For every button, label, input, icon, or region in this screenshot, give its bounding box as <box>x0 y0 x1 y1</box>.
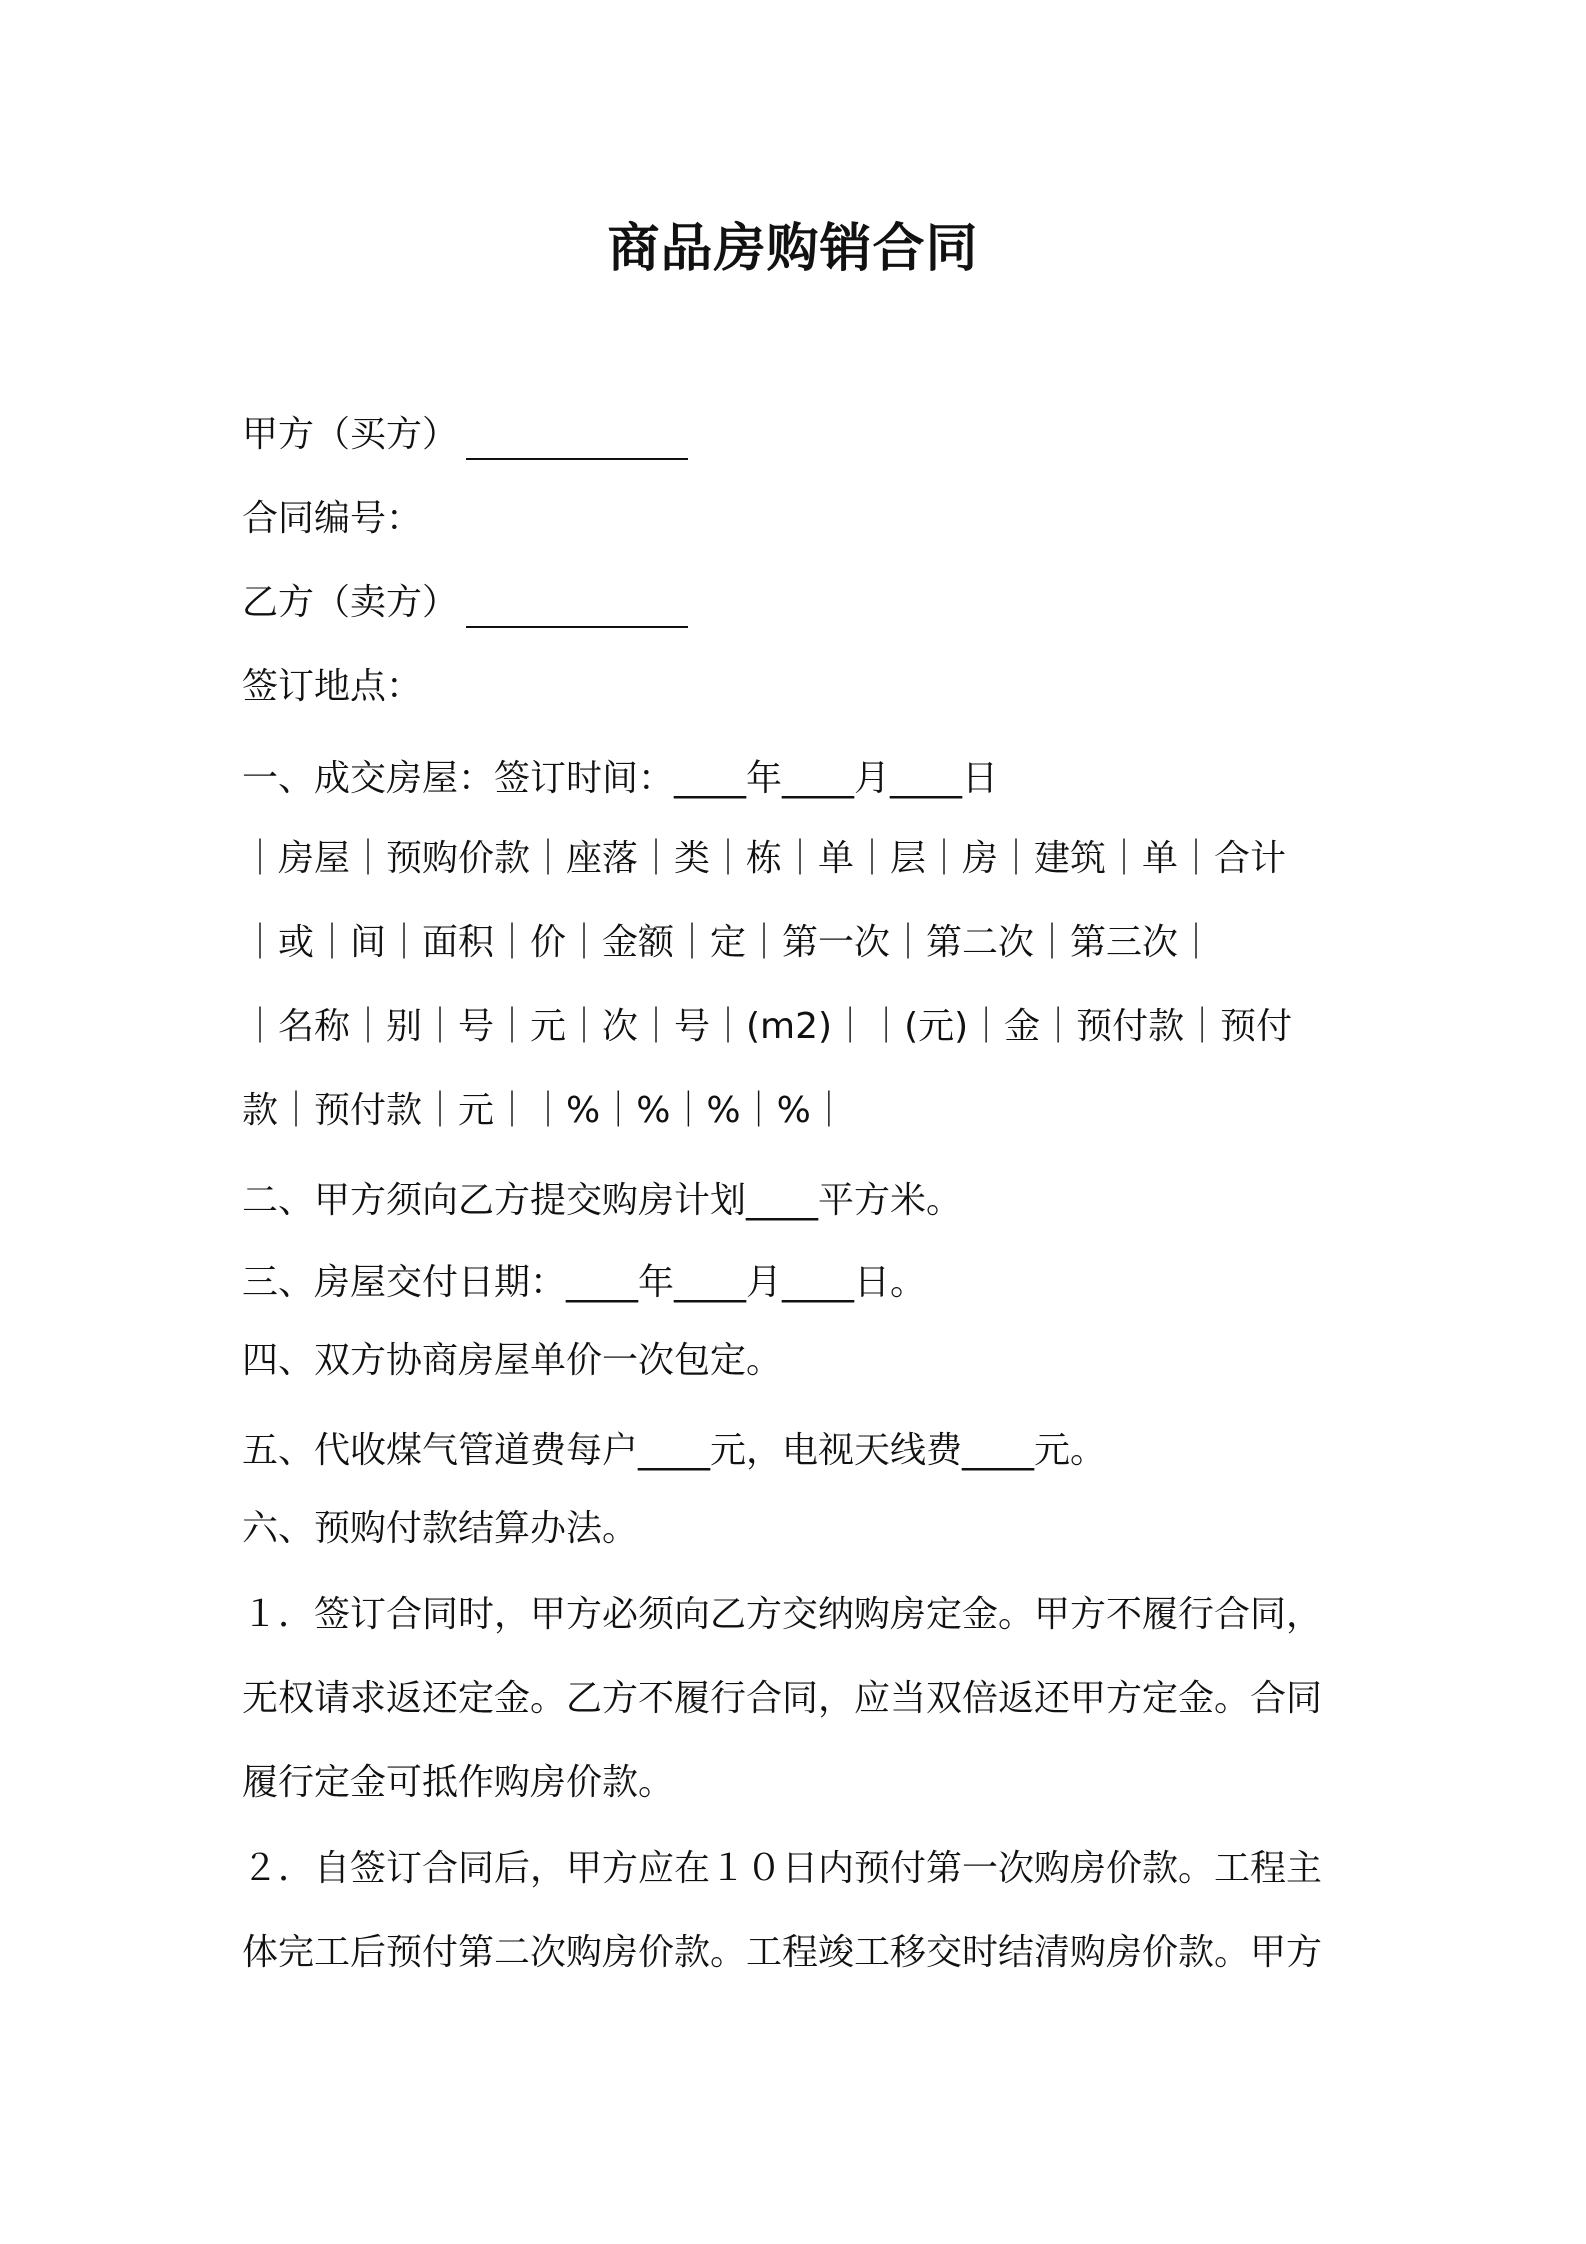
table-header-row-2: ｜或｜间｜面积｜价｜金额｜定｜第一次｜第二次｜第三次｜ <box>242 922 1215 963</box>
contract-number-line: 合同编号： <box>242 498 423 539</box>
seller-line <box>242 578 688 628</box>
seller-blank <box>466 586 688 628</box>
buyer-label: 甲方（买方） <box>242 414 459 455</box>
seller-label: 乙方（卖方） <box>242 582 459 623</box>
section-4-unit-price: 四、双方协商房屋单价一次包定。 <box>242 1340 783 1381</box>
buyer-line <box>242 410 688 460</box>
section-6-payment-method: 六、预购付款结算办法。 <box>242 1508 639 1549</box>
signing-place-line: 签订地点： <box>242 666 423 707</box>
clause-1-line-1: １．签订合同时，甲方必须向乙方交纳购房定金。甲方不履行合同， <box>242 1594 1323 1635</box>
section-2-purchase-plan: 二、甲方须向乙方提交购房计划____平方米。 <box>242 1180 963 1221</box>
document-title: 商品房购销合同 <box>607 219 979 279</box>
buyer-blank <box>466 418 688 460</box>
clause-2-line-1: ２．自签订合同后，甲方应在１０日内预付第一次购房价款。工程主 <box>242 1848 1323 1889</box>
clause-2-line-2: 体完工后预付第二次购房价款。工程竣工移交时结清购房价款。甲方 <box>242 1932 1323 1973</box>
clause-1-line-2: 无权请求返还定金。乙方不履行合同，应当双倍返还甲方定金。合同 <box>242 1678 1323 1719</box>
table-header-row-4: 款｜预付款｜元｜｜%｜%｜%｜%｜ <box>242 1090 847 1131</box>
section-3-delivery-date: 三、房屋交付日期：____年____月____日。 <box>242 1262 927 1303</box>
section-1-transaction-house: 一、成交房屋：签订时间：____年____月____日 <box>242 758 999 799</box>
table-header-row-1: ｜房屋｜预购价款｜座落｜类｜栋｜单｜层｜房｜建筑｜单｜合计 <box>242 838 1287 879</box>
table-header-row-3: ｜名称｜别｜号｜元｜次｜号｜(m2)｜｜(元)｜金｜预付款｜预付 <box>242 1006 1293 1047</box>
section-5-fees: 五、代收煤气管道费每户____元，电视天线费____元。 <box>242 1430 1107 1471</box>
clause-1-line-3: 履行定金可抵作购房价款。 <box>242 1762 675 1803</box>
